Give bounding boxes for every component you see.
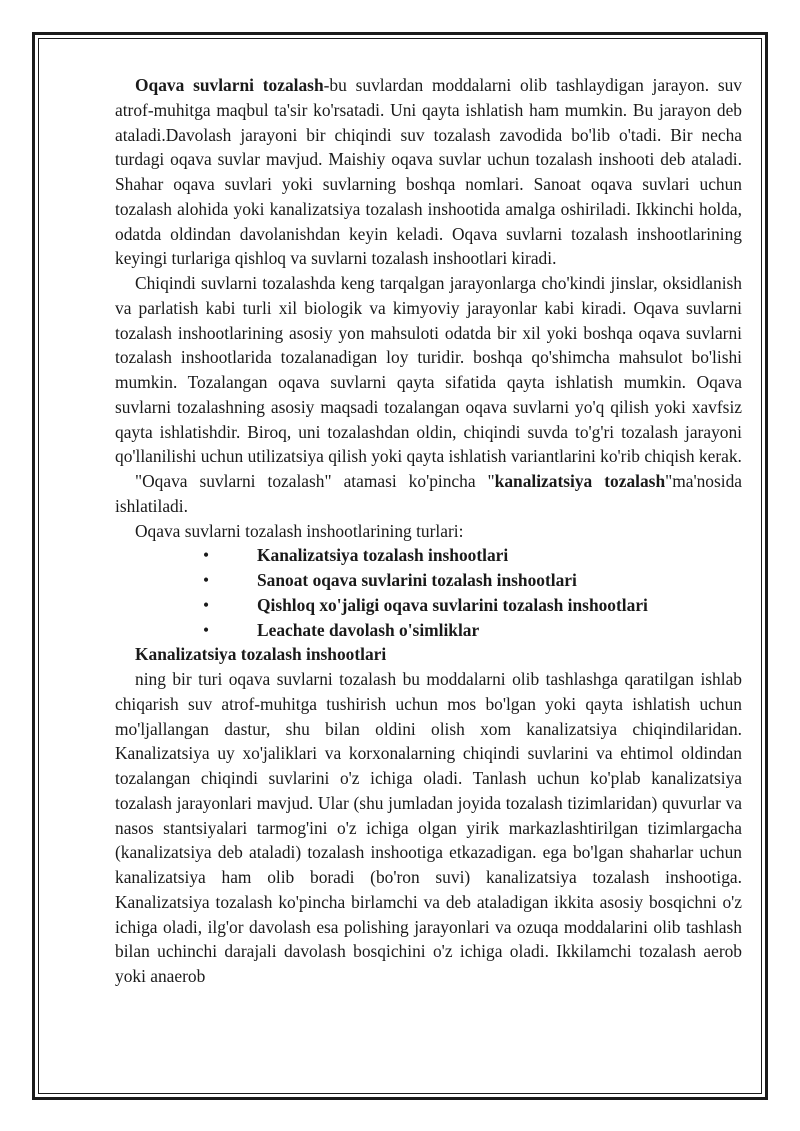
term-usage-bold: kanalizatsiya tozalash [494, 471, 666, 491]
plant-types-list [115, 543, 742, 642]
term-usage-before: "Oqava suvlarni tozalash" atamasi ko'pincha " [135, 471, 495, 491]
list-item-label: Leachate davolash o'simliklar [257, 619, 480, 640]
section-heading: Kanalizatsiya tozalash inshootlari [135, 644, 387, 665]
list-item-label: Kanalizatsiya tozalash inshootlari [257, 545, 509, 566]
bullet-icon: • [203, 545, 210, 566]
bullet-icon: • [203, 619, 210, 640]
paragraph-term-usage [115, 469, 742, 519]
document-body [115, 73, 742, 989]
list-item-label: Qishloq xo'jaligi oqava suvlarini tozalash inshootlari [257, 594, 648, 615]
paragraph-sewage: ning bir turi oqava suvlarni tozalash bu moddalarni olib tashlashga qaratilgan ishlab chiqarish suv atrof-muhitga tushirish uchun mos bo'lgan yoki qayta ishlatish uchun mo'ljallangan dastur, shu bilan oldini olish xom kanalizatsiya chiqindilaridan. Kanalizatsiya uy xo'jaliklari va korxonalarning chiqindi suvlarini va ehtimol oldindan tozalangan chiqindi suvlarini o'z ichiga oladi. Tanlash uchun ko'plab kanalizatsiya tozalash jarayonlari mavjud. Ular (shu jumladan joyida tozalash tizimlaridan) quvurlar va nasos stantsiyalari tarmog'ini o'z ichiga olgan yirik markazlashtirilgan tizimlargacha (kanalizatsiya deb ataladi) tozalash inshootiga etkazadigan. ega bo'lgan shaharlar uchun kanalizatsiya ham olib boradi (bo'ron suvi) kanalizatsiya tozalash inshootiga. Kanalizatsiya tozalash ko'pincha birlamchi va deb ataladigan ikkita asosiy bosqichni o'z ichiga oladi, ilg'or davolash esa polishing jarayonlari va ozuqa moddalarini olib tashlash bilan uchinchi darajali davolash bosqichini o'z ichiga oladi. Ikkilamchi tozalash aerob yoki anaerob [115, 669, 742, 986]
term-usage-after: "ma'nosida ishlatiladi. [115, 471, 743, 516]
list-item [115, 593, 742, 618]
intro-bold-term: Oqava suvlarni tozalash [135, 75, 324, 95]
list-item-label: Sanoat oqava suvlarini tozalash inshootlari [257, 570, 577, 590]
list-item [115, 568, 742, 593]
list-item [115, 543, 742, 568]
bullet-icon: • [203, 594, 210, 615]
list-intro: Oqava suvlarni tozalash inshootlarining turlari: [135, 520, 464, 541]
paragraph-processes: Chiqindi suvlarni tozalashda keng tarqalgan jarayonlarga cho'kindi jinslar, oksidlanish va parlatish kabi turli xil biologik va kimyoviy jarayonlar kabi kiradi. Oqava suvlarni tozalash inshootlarining asosiy yon mahsuloti odatda bir xil yoki boshqa oqava suvlarni tozalash inshootlarida tozalanadigan loy turidir. boshqa qo'shimcha mahsulot bo'lishi mumkin. Tozalangan oqava suvlarni qayta sifatida qayta ishlatish mumkin. Oqava suvlarni tozalashning asosiy maqsadi tozalangan oqava suvlarni yo'q qilish yoki xavfsiz qayta ishlatishdir. Biroq, uni tozalashdan oldin, chiqindi suvda to'g'ri tozalash jarayoni qo'llanilishi uchun utilizatsiya qilish yoki qayta ishlatish variantlarini ko'rib chiqish kerak. [115, 273, 742, 467]
paragraph-intro [115, 73, 742, 271]
bullet-icon: • [203, 570, 210, 590]
list-item [115, 618, 742, 643]
intro-text: -bu suvlardan moddalarni olib tashlaydigan jarayon. suv atrof-muhitga maqbul ta'sir ko'rsatadi. Uni qayta ishlatish ham mumkin. Bu jarayon deb ataladi.Davolash jarayoni bir chiqindi suv tozalash zavodida bo'lib o'tadi. Bir necha turdagi oqava suvlar mavjud. Maishiy oqava suvlar uchun tozalash inshooti deb ataladi. Shahar oqava suvlari yoki suvlarning boshqa nomlari. Sanoat oqava suvlari uchun tozalash alohida yoki kanalizatsiya tozalash inshootida amalga oshiriladi. Ikkinchi holda, odatda oldindan davolanishdan keyin keladi. Oqava suvlarni tozalash inshootlarining keyingi turlariga qishloq va suvlarni tozalash inshootlari kiradi. [115, 75, 743, 269]
